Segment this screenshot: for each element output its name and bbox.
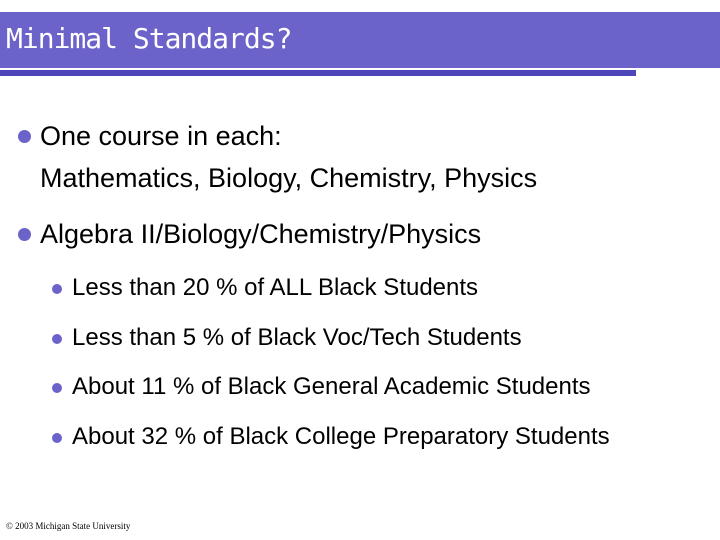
sub-bullet-text: About 11 % of Black General Academic Students xyxy=(72,373,591,400)
sub-bullet-text: About 32 % of Black College Preparatory Students xyxy=(72,423,610,450)
sub-bullet-dot-icon xyxy=(52,284,62,294)
slide-title: Minimal Standards? xyxy=(6,22,292,55)
sub-bullet-dot-icon xyxy=(52,383,62,393)
bullet-text: One course in each: xyxy=(40,121,282,151)
bullet-dot-icon xyxy=(18,130,31,143)
bullet-text: Algebra II/Biology/Chemistry/Physics xyxy=(40,219,482,249)
bullet-dot-icon xyxy=(18,228,31,241)
sub-bullet-dot-icon xyxy=(52,334,62,344)
copyright-footer: © 2003 Michigan State University xyxy=(6,521,131,531)
bullet-text-continued: Mathematics, Biology, Chemistry, Physics xyxy=(40,163,538,193)
sub-bullet-dot-icon xyxy=(52,433,62,443)
sub-bullet-text: Less than 5 % of Black Voc/Tech Students xyxy=(72,324,522,351)
title-underline xyxy=(0,70,636,76)
sub-bullet-text: Less than 20 % of ALL Black Students xyxy=(72,274,479,301)
